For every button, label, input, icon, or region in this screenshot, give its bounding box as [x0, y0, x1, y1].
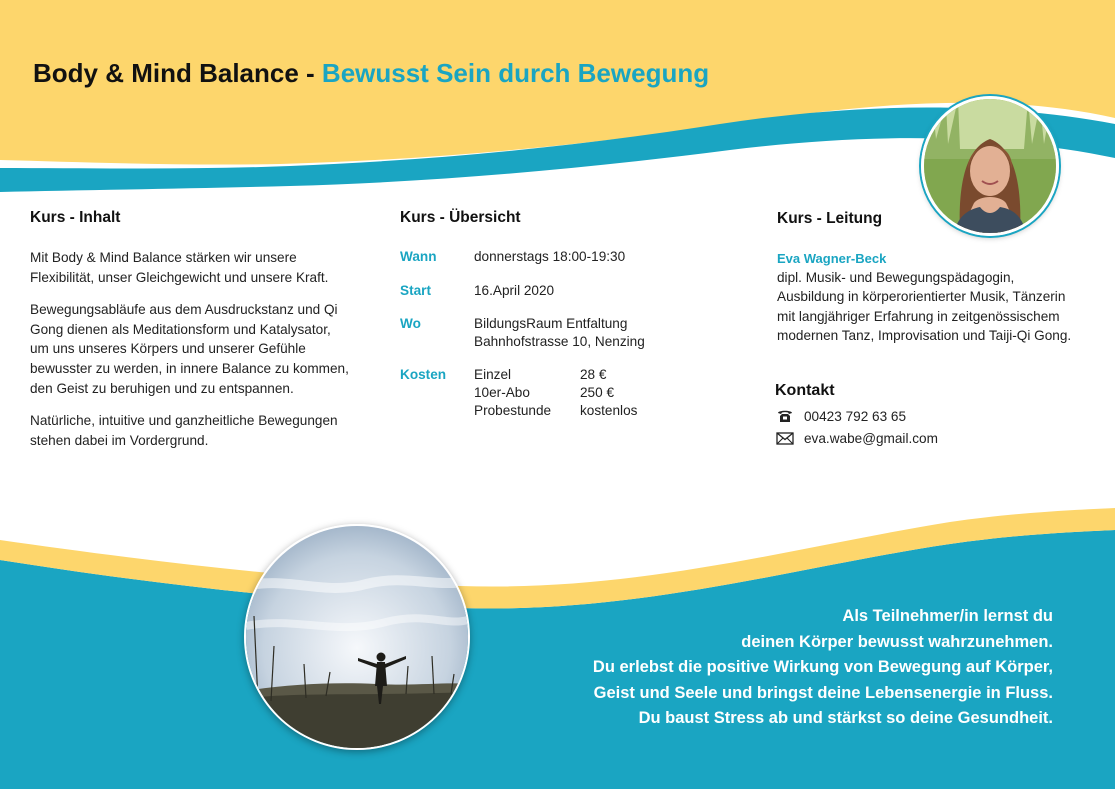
- leader-description: dipl. Musik- und Bewegungspädagogin, Ausbildung in körperorientierter Musik, Tänzerin mit langjähriger Erfahrung in zeitgenössischem modernen Tanz, Improvisation und Taiji-Qi Gong.: [777, 270, 1072, 344]
- content-text: [30, 248, 352, 463]
- slogan-line: deinen Körper bewusst wahrzunehmen.: [741, 632, 1053, 651]
- contact-phone: [776, 408, 906, 424]
- where-label: Wo: [400, 316, 421, 331]
- cost-prices: [580, 366, 637, 420]
- title-accent: Bewusst Sein durch Bewegung: [321, 58, 710, 88]
- telephone-icon: [776, 408, 794, 424]
- contact-email: [776, 430, 938, 446]
- start-label: Start: [400, 283, 431, 298]
- where-line: BildungsRaum Entfaltung: [474, 316, 628, 331]
- contact-email-link[interactable]: eva.wabe@gmail.com: [804, 430, 938, 446]
- cost-price: kostenlos: [580, 403, 638, 418]
- cost-name: Probestunde: [474, 403, 552, 418]
- slogan-line: Als Teilnehmer/in lernst du: [842, 607, 1053, 625]
- contact-phone-text: 00423 792 63 65: [804, 408, 907, 424]
- meadow-illustration: [246, 526, 468, 748]
- where-value: [474, 315, 645, 351]
- leader-portrait-photo: [921, 96, 1059, 236]
- content-paragraph: Bewegungsabläufe aus dem Ausdruckstanz und Qi Gong dienen als Meditationsform und Katalysator, um uns unseres Körpers und unserer Gefühle bewusster zu werden, in innere Balance zu kommen, den Geist zu beruhigen und zu entspannen.: [30, 302, 349, 396]
- when-value: donnerstags 18:00-19:30: [474, 249, 626, 264]
- where-line: Bahnhofstrasse 10, Nenzing: [474, 334, 645, 349]
- slogan-text: [493, 604, 1053, 732]
- content-heading: Kurs - Inhalt: [30, 209, 121, 226]
- contact-heading: Kontakt: [775, 382, 835, 399]
- cost-label: Kosten: [400, 367, 447, 382]
- leader-heading: Kurs - Leitung: [777, 210, 883, 227]
- cost-price: 28 €: [580, 367, 607, 382]
- overview-heading: Kurs - Übersicht: [400, 209, 521, 226]
- slogan-line: Geist und Seele und bringst deine Lebensenergie in Fluss.: [593, 683, 1053, 702]
- title-main: Body & Mind Balance -: [33, 58, 322, 88]
- when-label: Wann: [400, 249, 437, 264]
- cost-price: 250 €: [580, 385, 615, 400]
- cost-name: 10er-Abo: [474, 385, 530, 400]
- cost-names: [474, 366, 551, 420]
- content-paragraph: Mit Body & Mind Balance stärken wir unsere Flexibilität, unser Gleichgewicht und unsere Kraft.: [30, 250, 329, 285]
- content-paragraph: Natürliche, intuitive und ganzheitliche Bewegungen stehen dabei im Vordergrund.: [30, 413, 338, 448]
- portrait-illustration: [924, 99, 1056, 233]
- slogan-line: Du erlebst die positive Wirkung von Bewegung auf Körper,: [592, 658, 1053, 676]
- envelope-icon: [776, 430, 794, 446]
- start-value: 16.April 2020: [474, 283, 555, 298]
- leader-name: Eva Wagner-Beck: [777, 251, 887, 266]
- meadow-person-photo: [244, 524, 470, 750]
- cost-name: Einzel: [474, 367, 512, 382]
- slogan-line: Du baust Stress ab und stärkst so deine Gesundheit.: [638, 709, 1053, 727]
- page-title: [33, 58, 709, 89]
